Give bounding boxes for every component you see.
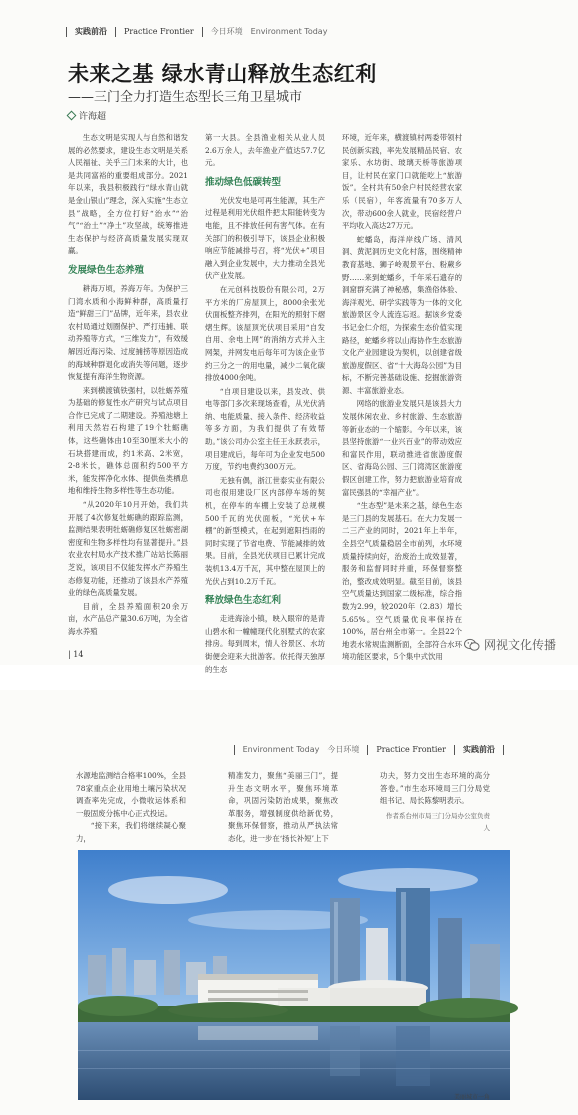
paragraph: 无独有偶，浙江世泰实业有限公司也很用建设厂区内部停车场的契机，在停车的车棚上安装了总规模500千瓦的光伏面板，“光伏+车棚”的新型模式，在起到遮阳挡雨的同时实现了节省电费、节能减排的效果。目前，全县光伏项目已累计完成装机13.4万千瓦，其中整在屋顶上的光伏占到10.2万千瓦。 [205,475,325,586]
magazine-name-cn: 今日环境 [327,745,360,754]
paragraph: 环境，近年来，横渡镇村两委带领村民创新实践，率先发展精品民宿、农家乐、水坊街、玻璃天桥等旅游项目，让村民在家门口就能吃上“旅游饭”。全村共有50余户村民经营农家乐（民宿），年客流量有70多万人次，带动600余人就业，民宿经营户平均收入高达27万元。 [342,133,462,231]
article-title: 未来之基 绿水青山释放生态红利 [68,62,377,86]
paragraph: “接下来，我们将继续凝心聚力， [76,821,186,843]
paragraph: 耕海万顷，养海万年。为保护三门湾水质和小海鲜种群，高质量打造“鲜甜三门”品牌，近年来，县农业农村局通过划圈保护、严打违捕、联动养殖等方式，“三维发力”，有效缓解因近海污染、过度捕捞等原因造成的海域种群退化或消失等问题，逐步恢复提有海洋生物资源。 [68,283,188,382]
paragraph: 网络的旅游业发展只是该县大力发展休闲农业、乡村旅游、生态旅游等新业态的一个缩影。今年以来，该县坚持旅游“一业兴百业”的带动效应和富民作用，联动推进省旅游度假区、省海岛公园、三门湾湾区旅游度假区创建工作，努力把旅游业培育成富民强县的“幸福产业”。 [342,399,462,497]
paragraph: 走进海涂小镇，映入眼帘的是青山碧水和一幢幢现代化别墅式的农家排房。每到周末，情人谷景区、水坊街便会迎来大批游客。依托得天独厚的生态 [205,614,325,674]
text-column-1 [68,132,188,642]
text-column-2 [228,770,338,846]
header-divider [454,745,455,755]
header-divider [66,27,67,37]
article-author [68,109,106,122]
header-divider [503,745,504,755]
paragraph: 在元创科技股份有限公司，2万平方米的厂房屋顶上，8000余张光伏面板整齐排列，在阳光的照射下熠熠生辉。该屋顶光伏项目采用“自发自用、余电上网”的消纳方式并入主网架，并网发电后每年可为该企业节约三分之一的用电量，减少二氧化碳排放4000余吨。 [205,284,325,383]
author-note: 作者系台州市局三门分局办公室负责人 [386,811,490,833]
paragraph: 光伏发电是可再生能源，其生产过程是利用光伏组件把太阳能转变为电能，且不排放任何有害气体。在有关部门的积极引导下，该县企业积极响应节能减排号召，将“光伏+”项目融入到企业发展中，大力推动全县光伏产业发展。 [205,195,325,281]
watermark [464,636,556,653]
magazine-name-en: Environment Today [242,745,320,754]
article-subtitle: ——三门全力打造生态型长三角卫星城市 [68,90,303,105]
wechat-icon [464,638,480,652]
section-label-cn: 实践前沿 [463,745,495,754]
paragraph: “生态型”是未来之基，绿色生态是三门县的发展基石。在大力发展一二三产业的同时，2021年上半年，全县空气质量稳居全市前列，水环境质量持续向好，治废治土成效显著，服务和监督同时并重，环保督察整治，整改成效明显。截至目前，该县空气质量达到国家二级标准，综合指数为2.99，较2020年（2.83）增长5.65%。空气质量优良率保持在100%，居台州全市第一。全县22个地表水常规监测断面，全部符合水环境功能区要求，5个集中式饮用 [342,501,462,662]
header-divider [115,27,116,37]
paragraph: 目前，全县养殖面积20余万亩，水产品总产量30.6万吨，为全省海水养殖 [68,601,188,636]
magazine-name-cn: 今日环境 [210,27,243,36]
paragraph: “自项目建设以来，县发改、供电等部门多次来现场查看，从光伏消纳、电能质量、接入条件、经济收益等多方面，为我们提供了有效帮助。”该公司办公室主任王永跃表示，项目建成后，每年可为企业发电500万度，节约电费约300万元。 [205,386,325,472]
section-label-en: Practice Frontier [124,27,194,36]
text-column-1 [76,770,186,846]
paragraph: 功夫，努力交出生态环境的高分答卷。”市生态环境局三门分局党组书记、局长陈黎明表示。 [380,771,490,806]
page-header [234,744,504,755]
text-column-3 [342,132,462,662]
paragraph: 第一大县。全县渔业相关从业人员2.6万余人，去年渔业产值达57.7亿元。 [205,133,325,168]
header-divider [367,745,368,755]
photo-caption: 美丽城市一角 [454,1094,491,1101]
section-label-en: Practice Frontier [376,745,446,754]
page-number: | 14 [68,650,84,659]
section-label-cn: 实践前沿 [75,27,107,36]
header-divider [234,745,235,755]
header-divider [202,27,203,37]
section-heading: 发展绿色生态养殖 [68,264,145,276]
paragraph: 生态文明是实现人与自然和谐发展的必然要求，建设生态文明是关系人民福祉、关乎三门未来的大计，也是共同富裕的重要组成部分。2021年以来，我县积极践行“绿水青山就是金山银山”理念，深入实施“生态立县”战略，全方位打好“治水”“治气”“治土”“净土”攻坚战，统筹推进生态保护与经济高质量发展实现双赢。 [68,133,188,256]
paragraph: “从2020年10月开始，我们共开展了4次修复牡蛎礁的跟踪监测，监测结果表明牡蛎礁修复区牡蛎密湖密度和生物多样性均有显著提升。”县农业农村局水产技术推广站站长陈丽芝说，该项目不仅能发挥水产养殖生态修复功能，还推动了该县水产养殖业的绿色高质量发展。 [68,500,188,598]
skyline-illustration [78,850,510,1100]
section-heading: 释放绿色生态红利 [205,595,282,607]
paragraph: 水源地监测结合格率100%，全县78家重点企业用地土壤污染状况调查率先完成，小微收运体系和一般固废分拣中心正式投运。 [76,771,186,818]
page-header [66,26,327,37]
author-name: 许海超 [79,112,107,122]
magazine-page-15 [0,690,578,1115]
section-heading: 推动绿色低碳转型 [205,176,282,188]
watermark-text: 网视文化传播 [483,638,556,652]
text-column-2 [205,132,325,674]
page-number-value: 14 [73,650,84,659]
magazine-name-en: Environment Today [250,27,328,36]
paragraph: 来到横渡镇铁强村，以牡蛎养殖为基础的修复性水产研究与试点项目合作已完成了二期建设。养殖池塘上利用天然岩石构建了19个牡蛎礁体，这些礁体由10至30厘米大小的石块搭建而成，约1米高、2米宽，2-8米长，礁体总面积约500平方米，能发挥净化水体、提供鱼类栖息地和维持生物多样性等生态功能。 [68,385,188,496]
city-skyline-photo [78,850,510,1100]
diamond-icon [67,111,77,121]
paragraph: 蛇蟠岛，海洋岸线广场、清风洞、黄泥洞历史文化村落，围绕精神教育基地、狮子岭观景平台、粉蕨乡野……来到蛇蟠乡，千年采石遗存的洞窟群充满了神秘感，集渔俗体验、海洋观光、研学实践等为一体的文化旅游景区令人流连忘返。据该乡党委书记金仁介绍，为探索生态价值实现路径，蛇蟠乡将以山海协作生态旅游文化产业园建设为契机，以创建省级旅游度假区、省“十大海岛公园”为目标，不断完善基础设施、挖掘旅游资源、丰富旅游业态。 [342,234,462,395]
paragraph: 精准发力，聚焦“美丽三门”，提升生态文明水平，聚焦环境革命，巩固污染防治成果，聚焦改革服务，增强制度供给新优势，聚焦环保督察，推动从严执法常态化，进一步在‘扬长补短’上下 [228,771,338,843]
text-column-3 [380,770,490,835]
